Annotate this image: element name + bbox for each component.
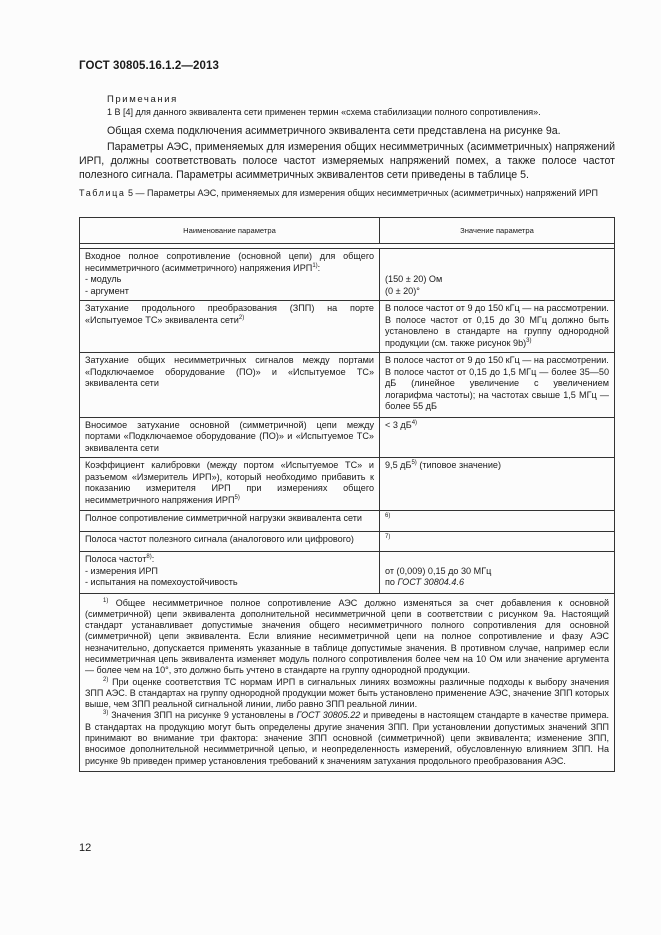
- table-row: [80, 531, 615, 552]
- table-footnotes-row: [80, 593, 615, 771]
- value-line: < 3 дБ: [385, 419, 412, 430]
- note-text: 1 В [4] для данного эквивалента сети применен термин «схема стабилизации полного сопротивления».: [107, 107, 541, 117]
- footnote-ref: 8): [146, 554, 152, 560]
- footnote-ref: 5): [411, 460, 417, 466]
- value-line: В полосе частот от 9 до 150 кГц — на рассмотрении.: [385, 303, 609, 313]
- value-line: В полосе частот от 9 до 150 кГц — на рассмотрении.: [385, 355, 609, 365]
- footnote-ref: 7): [385, 533, 391, 540]
- footnote-ref: 4): [411, 419, 418, 426]
- value-cell: [380, 249, 615, 301]
- param-text: Вносимое затухание основной (симметричной) цепи между портами «Подключаемое оборудование (ПО)» и «Испытуемое ТС» эквивалента сети: [85, 419, 374, 453]
- value-line: по: [385, 577, 398, 587]
- footnote-ref: 5): [234, 494, 240, 501]
- value-cell: [380, 417, 615, 458]
- value-cell: [380, 511, 615, 532]
- page-number: 12: [79, 842, 92, 854]
- param-text: Полоса частот: [85, 554, 147, 564]
- table-row: [80, 417, 615, 458]
- param-text: Затухание общих несимметричных сигналов между портами «Подключаемое оборудование (ПО)» и «Испытуемое ТС» эквивалента сети: [85, 355, 374, 388]
- param-cell: [80, 301, 380, 353]
- param-item: - модуль: [85, 274, 122, 284]
- param-tail: :: [317, 262, 321, 273]
- table-caption-label: Таблица: [79, 188, 126, 198]
- value-ref: ГОСТ 30804.4.6: [397, 577, 465, 587]
- footnote-1: $^{1)}$ Общее несимметричное полное сопротивление АЭС должно изменяться за счет добавления к основной (симметричной) цепи эквивалента дополнительной несимметричной цепи в соответствии с рисунком 9а. Настоящий стандарт устанавливает допустимые значения общего несимметричного полного сопротивления для основной (симметричной) цепи эквивалента. Если влияние несимметричной цепи на полное сопротивление и фазу АЭС незначительно, допускается применять указанные в таблице допустимые значения. В противном случае, например если несимметричная цепь эквивалента изменяет модуль полного сопротивления более чем на 10 Ом или значение аргумента — более чем на 10°, это должно быть учтено в стандарте на группу однородной продукции.: [85, 597, 609, 676]
- value-line: (0 ± 20)°: [385, 285, 420, 296]
- param-text: Затухание продольного преобразования (ЗПП) на порте «Испытуемое ТС» эквивалента сети: [85, 303, 374, 325]
- param-cell: [80, 531, 380, 552]
- parameters-table: [79, 217, 615, 772]
- value-line: В полосе частот от 0,15 до 30 МГц должно быть установлено в стандарте на группу однородной продукции (см. также рисунок 9b): [385, 314, 609, 348]
- document-header: ГОСТ 30805.16.1.2—2013: [79, 60, 219, 72]
- footnotes-cell: [80, 593, 615, 771]
- column-header-value: Значение параметра: [380, 218, 615, 244]
- value-tail: (типовое значение): [416, 460, 501, 470]
- table-row: [80, 552, 615, 594]
- param-item: - измерения ИРП: [85, 565, 158, 576]
- table-header-row: [80, 218, 615, 244]
- param-item: - испытания на помехоустойчивость: [85, 577, 238, 587]
- table-row: [80, 353, 615, 418]
- value-cell: [380, 353, 615, 418]
- table-row: [80, 511, 615, 532]
- param-text: Полоса частот полезного сигнала (аналогового или цифрового): [85, 533, 354, 544]
- footnote-ref: 6): [385, 513, 391, 519]
- param-text: Полное сопротивление симметричной нагрузки эквивалента сети: [85, 513, 362, 523]
- value-line: В полосе частот от 0,15 до 1,5 МГц — более 35—50 дБ (линейное увеличение с увеличением логарифма частоты); на частотах свыше 1,5 МГц — более 55 дБ: [385, 366, 609, 411]
- paragraph-2: Параметры АЭС, применяемых для измерения общих несимметричных (асимметричных) напряжений ИРП, должны соответствовать полосе частот измеряемых напряжений помех, а также полосе частот полезного сигнала. Параметры асимметричных эквивалентов сети приведены в таблице 5.: [79, 141, 615, 181]
- param-cell: [80, 417, 380, 458]
- param-cell: [80, 511, 380, 532]
- table-row: [80, 458, 615, 511]
- value-cell: [380, 531, 615, 552]
- param-cell: [80, 353, 380, 418]
- param-item: - аргумент: [85, 285, 129, 296]
- value-line: (150 ± 20) Ом: [385, 274, 443, 284]
- value-line: от (0,009) 0,15 до 30 МГц: [385, 565, 492, 576]
- param-cell: [80, 552, 380, 594]
- table-caption: [79, 187, 615, 199]
- param-tail: :: [151, 554, 155, 564]
- table-row: [80, 301, 615, 353]
- value-cell: [380, 552, 615, 594]
- value-line: 9,5 дБ: [385, 460, 412, 470]
- column-header-parameter: Наименование параметра: [80, 218, 380, 244]
- note-title: Примечания: [107, 94, 178, 105]
- footnote-ref: 1): [312, 262, 318, 269]
- param-text: Входное полное сопротивление (основной цепи) для общего несимметричного (асимметричного) напряжения ИРП: [85, 251, 374, 273]
- param-cell: [80, 249, 380, 301]
- table-caption-text: 5 — Параметры АЭС, применяемых для измерения общих несимметричных (асимметричных) напряжений ИРП: [125, 188, 598, 198]
- footnote-2: $^{2)}$ При оценке соответствия ТС нормам ИРП в сигнальных линиях возможны различные подходы к выбору значения ЗПП АЭС. В стандартах на группу однородной продукции может быть установлено применение АЭС, значение ЗПП которых выше, чем ЗПП реальной сигнальной линии, либо равно ЗПП реальной линии.: [85, 676, 609, 710]
- table-row: [80, 249, 615, 301]
- value-cell: [380, 301, 615, 353]
- param-text: Коэффициент калибровки (между портом «Испытуемое ТС» и разъемом «Измеритель ИРП»), который необходимо прибавить к показанию измерителя ИРП при измерениях общего несимметричного напряжения ИРП: [85, 460, 374, 505]
- footnote-ref: 2): [238, 314, 245, 321]
- paragraph-1: Общая схема подключения асимметричного эквивалента сети представлена на рисунке 9а.: [107, 125, 561, 137]
- value-cell: [380, 458, 615, 511]
- param-cell: [80, 458, 380, 511]
- footnote-ref: 3): [526, 337, 532, 344]
- footnote-3: $^{3)}$ Значения ЗПП на рисунке 9 установлены в ГОСТ 30805.22 и приведены в настоящем стандарте в качестве примера. В стандартах на продукцию могут быть определены другие значения ЗПП. При установлении допустимых значений ЗПП принимают во внимание три фактора: значение ЗПП основной (симметричной) цепи эквивалента; изменение ЗПП, вносимое дополнительной несимметричной цепью, и неопределенность измерений, обусловленную влиянием ЗПП. На рисунке 9b приведен пример установления требований к значениям затухания продольного преобразования АЭС.: [85, 710, 609, 766]
